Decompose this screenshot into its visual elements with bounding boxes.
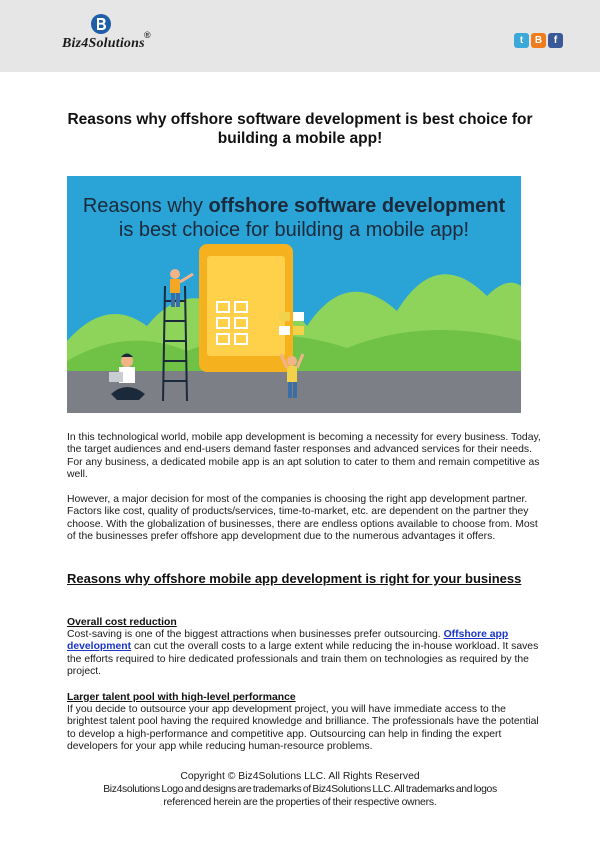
section-heading: Reasons why offshore mobile app development is right for your business [67,571,522,586]
twitter-icon[interactable]: t [514,33,529,48]
facebook-icon[interactable]: f [548,33,563,48]
hero-title-bold: offshore software development [208,195,506,217]
intro-paragraph: In this technological world, mobile app development is becoming a necessity for every business. Today, the target audiences and end-users demand faster responses and advanced services for their needs. For any business, a dedicated mobile app is an apt solution to cater to them and remain competitive as well. [67,432,541,481]
footer-owners: referenced herein are the properties of their respective owners. [163,797,437,808]
page-header [0,0,600,72]
hero-title-pre: Reasons why [82,195,209,217]
logo-text: Biz4Solutions [62,36,145,51]
social-links [514,33,563,48]
hero-title-line2: is best choice for building a mobile app! [118,219,470,241]
footer-copyright: Copyright © Biz4Solutions LLC. All Rights Reserved [180,771,420,782]
cost-reduction-heading: Overall cost reduction [67,617,177,628]
talent-pool-paragraph: If you decide to outsource your app development project, you will have immediate access to the brightest talent pool having the required knowledge and brilliance. The professionals have the potential to develop a high-performance and competitive app. Outsourcing can help in finding the expert developers for your app while reducing human-resource problems. [67,704,539,753]
hero-title-line1 [67,194,521,218]
partner-paragraph: However, a major decision for most of the companies is choosing the right app development partner. Factors like cost, quality of products/services, time-to-market, etc. are dependent on the partner they choose. With the globalization of businesses, there are endless options available to choose from. Most of the businesses prefer offshore app development due to the numerous advantages it offers. [67,494,538,543]
hero-banner [67,176,521,413]
page-title: Reasons why offshore software development is best choice for building a mobile app! [67,111,533,147]
registered-mark: ® [144,30,151,40]
company-logo[interactable] [62,12,162,62]
talent-pool-heading: Larger talent pool with high-level performance [67,692,296,703]
cost-reduction-paragraph [67,629,542,679]
offshore-app-development-link[interactable]: Offshore app development [67,629,509,653]
footer-trademark: Biz4solutions Logo and designs are trademarks of Biz4Solutions LLC. All trademarks and logos [103,784,497,795]
blogger-icon[interactable]: B [531,33,546,48]
logo-b-icon [90,12,112,36]
cost-text-after: can cut the overall costs to a large extent while reducing the in-house workload. It saves the efforts required to hire dedicated professionals and train them on technologies as required by the project. [67,641,539,678]
cost-text-before: Cost-saving is one of the biggest attractions when businesses prefer outsourcing. [67,629,444,640]
